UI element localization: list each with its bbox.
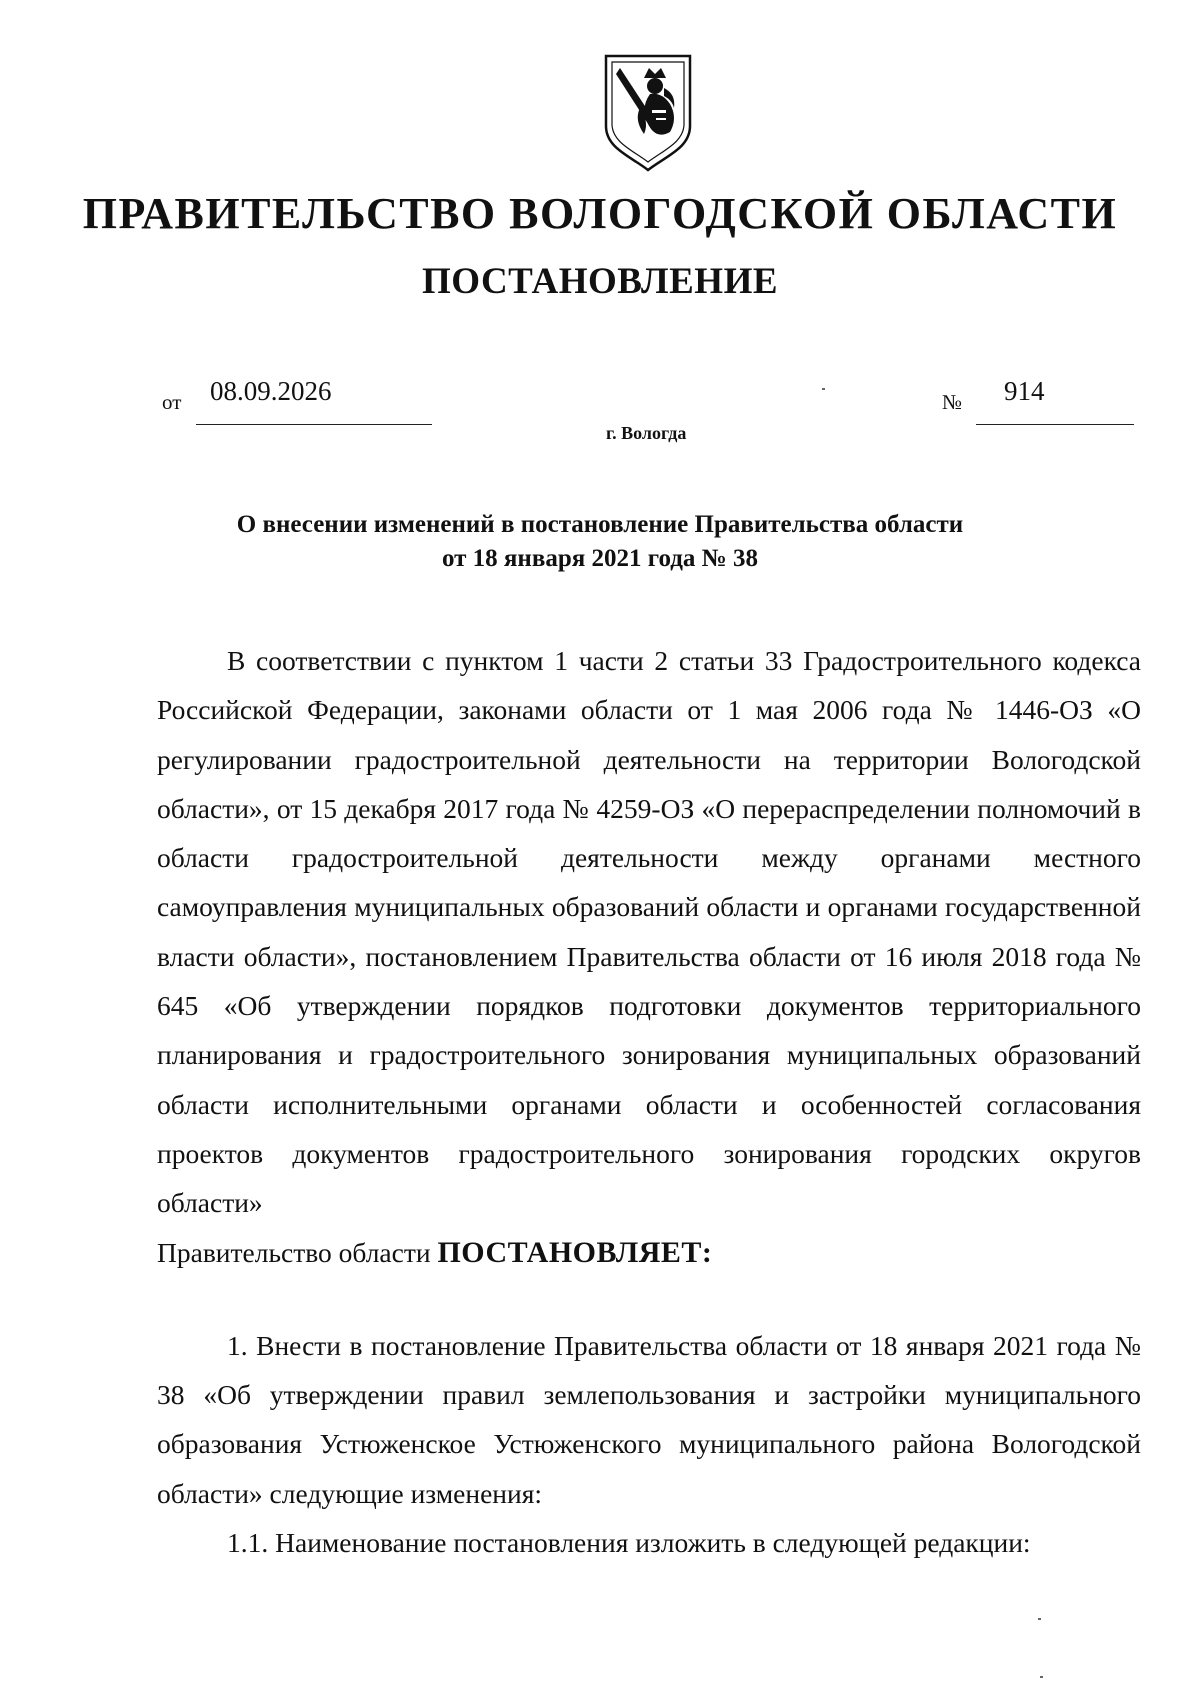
- item-1-paragraph: 1. Внести в постановление Правительства области от 18 января 2021 года № 38 «Об утверждении правил землепользования и застройки муниципального образования Устюженское Устюженского муниципального района Вологодской области» следующие изменения:: [157, 1329, 1141, 1509]
- subject-line-2: от 18 января 2021 года № 38: [441, 545, 759, 572]
- document-subject: [0, 508, 1200, 576]
- document-type: ПОСТАНОВЛЕНИЕ: [421, 261, 779, 302]
- document-number: 914: [1004, 376, 1045, 406]
- preamble-paragraph: В соответствии с пунктом 1 части 2 статьи 33 Градостроительного кодекса Российской Федерации, законами области от 1 мая 2006 года № 1446-ОЗ «О регулировании градостроительной деятельности на территории Вологодской области», от 15 декабря 2017 года № 4259-ОЗ «О перераспределении полномочий в области градостроительной деятельности между органами местного самоуправления муниципальных образований области и органами государственной власти области», постановлением Правительства области от 16 июля 2018 года № 645 «Об утверждении порядков подготовки документов территориального планирования и градостроительного зонирования муниципальных образований области исполнительными органами области и особенностей согласования проектов документов градостроительного зонирования городских округов области»: [157, 645, 1141, 1219]
- date-prefix: от: [162, 390, 182, 414]
- organization-title: ПРАВИТЕЛЬСТВО ВОЛОГОДСКОЙ ОБЛАСТИ: [82, 189, 1118, 238]
- city-label: г. Вологда: [606, 423, 687, 443]
- scan-speck: [1040, 1676, 1043, 1678]
- resolve-line: [157, 1228, 1141, 1277]
- subject-line-1: О внесении изменений в постановление Правительства области: [236, 511, 964, 538]
- scan-speck: [1038, 1618, 1041, 1620]
- number-field: [942, 376, 1045, 415]
- item-1-1-paragraph: 1.1. Наименование постановления изложить в следующей редакции:: [227, 1527, 1031, 1559]
- resolve-word: ПОСТАНОВЛЯЕТ:: [437, 1235, 713, 1269]
- number-underline: [976, 394, 1134, 425]
- scan-speck: [822, 388, 825, 390]
- document-body: [157, 636, 1141, 1567]
- resolve-lead: Правительство области: [157, 1236, 431, 1268]
- document-date: 08.09.2026: [210, 376, 332, 406]
- date-field: [162, 376, 332, 415]
- number-prefix: №: [942, 390, 963, 414]
- coat-of-arms-icon: [600, 48, 696, 172]
